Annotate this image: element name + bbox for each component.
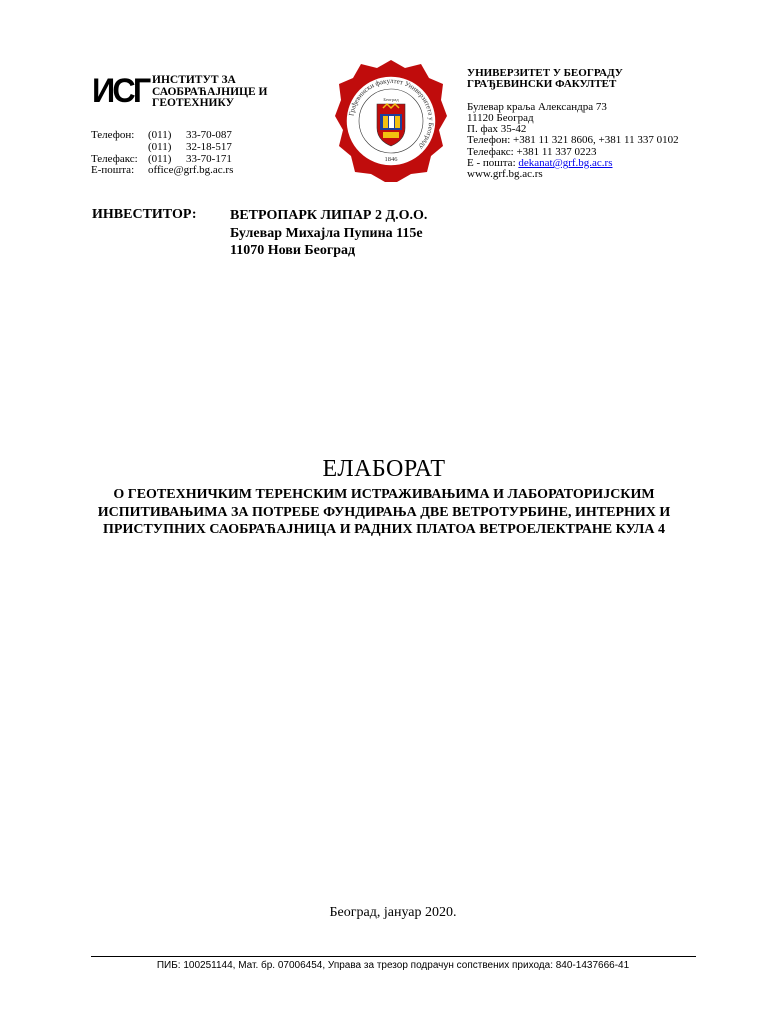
investor-street: Булевар Михајла Пупина 115е (230, 225, 423, 241)
contact-label: Телефакс: (91, 152, 138, 165)
investor-name: ВЕТРОПАРК ЛИПАР 2 Д.О.О. (230, 208, 428, 223)
seal-year: 1846 (384, 156, 398, 163)
institute-name (152, 75, 267, 110)
contact-label: Телефон: (91, 129, 135, 141)
investor-label: ИНВЕСТИТОР: (92, 207, 197, 222)
university-block (467, 68, 679, 181)
seal-inner-text: Београд (383, 97, 399, 102)
isg-logo: ИСГ (92, 72, 149, 110)
institute-contacts (91, 130, 233, 177)
faculty-web: www.grf.bg.ac.rs (467, 168, 543, 181)
faculty-phone: Телефон: +381 11 321 8606, +381 11 337 0102 (467, 134, 679, 147)
contact-label: Е-пошта: (91, 164, 135, 177)
faculty-city: 11120 Београд (467, 111, 534, 124)
faculty-pobox: П. фах 35-42 (467, 123, 527, 136)
footer-text: ПИБ: 100251144, Мат. бр. 07006454, Управа за трезор подрачун сопствених прихода: 840-1437666-41 (156, 960, 630, 971)
contact-label (91, 142, 148, 154)
faculty-name: ГРАЂЕВИНСКИ ФАКУЛТЕТ (467, 78, 617, 91)
institute-name-line: САОБРАЋАЈНИЦЕ И (152, 85, 268, 98)
institute-name-line: ГЕОТЕХНИКУ (152, 97, 235, 109)
contact-number: 33-70-171 (186, 152, 232, 165)
document-title: ЕЛАБОРАТ (322, 456, 446, 482)
faculty-address: Булевар краља Александра 73 (467, 100, 607, 113)
faculty-seal (333, 58, 449, 184)
footer-divider (91, 956, 696, 957)
seal-shield (377, 104, 405, 146)
university-name: УНИВЕРЗИТЕТ У БЕОГРАДУ (467, 67, 623, 79)
contact-row-email (91, 165, 233, 177)
investor-details (230, 207, 427, 260)
contact-number: 33-70-087 (186, 129, 232, 141)
email-label: Е - пошта: (467, 157, 519, 170)
contact-row-phone2 (91, 142, 233, 154)
seal-ring-text: Грађевински факултет Универзитета у Београду (347, 76, 436, 152)
email-link[interactable]: dekanat@grf.bg.ac.rs (518, 157, 613, 170)
contact-email: office@grf.bg.ac.rs (148, 164, 234, 177)
document-date: Београд, јануар 2020. (329, 905, 457, 920)
contact-area: (011) (148, 152, 172, 165)
contact-number: 32-18-517 (186, 140, 232, 153)
faculty-fax: Телефакс: +381 11 337 0223 (467, 145, 597, 158)
investor-city: 11070 Нови Београд (230, 243, 356, 258)
contact-area: (011) (148, 129, 172, 141)
institute-name-line: ИНСТИТУТ ЗА (152, 74, 236, 86)
document-subtitle: О ГЕОТЕХНИЧКИМ ТЕРЕНСКИМ ИСТРАЖИВАЊИМА И ЛАБОРАТОРИЈСКИМ ИСПИТИВАЊИМА ЗА ПОТРЕБЕ ФУНДИРАЊА ДВЕ ВЕТРОТУРБИНЕ, ИНТЕРНИХ И ПРИСТУПНИХ САОБРАЋАЈНИЦА И РАДНИХ ПЛАТОА ВЕТРОЕЛЕКТРАНЕ КУЛА 4 (97, 487, 671, 537)
contact-area: (011) (148, 140, 172, 153)
